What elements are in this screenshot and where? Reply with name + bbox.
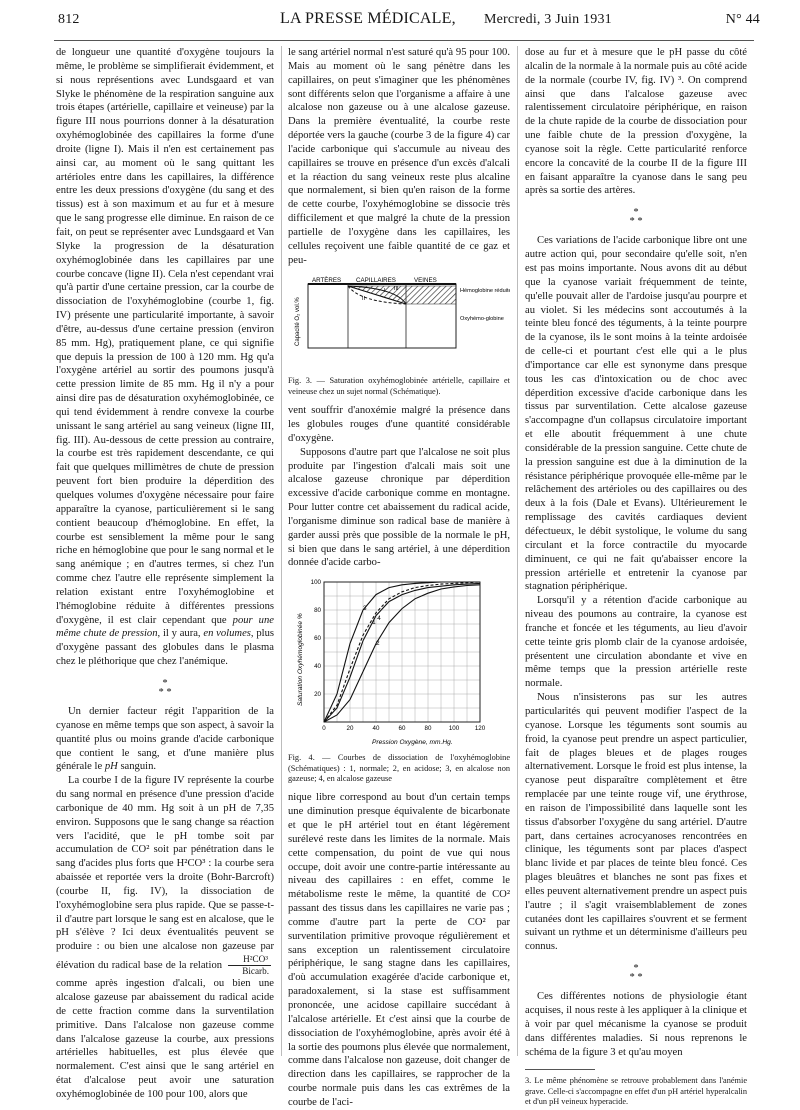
paragraph: Ces variations de l'acide carbonique libre ont une autre action qui, pour secondaire qu'elle soit, n'en est pas moins importante. Nous avons dit au début que la cyanose variait fréquemment de teinte, qu'elle pouvait aller de l'ardoise jusqu'au pourpre et au violet. Si les médecins sont accoutumés à la teinte bleu foncé des téguments, à la teinte pourpre de la cyanose, ils le sont moins à la teinte ardoisée de celle-ci et pourtant c'est elle qui a le plus d'importance car elle est synonyme dans presque tous les cas d'intoxication ou de choc avec déperdition excessive d'acide carbonique dans les tissus par surventilation. Cette alcalose gazeuse s'accompagne d'un collapsus circulatoire important et elle aboutit fréquemment à une chute considérable de la pression sanguine. Cette chute de la pression sanguine est due à la diminution de la résistance périphérique provoquée elle-même par le relâchement des artérioles ou des capillaires ou des deux à la fois (Dale et Evans). Ultérieurement le remplissage des cavités cardiaques devient défectueux, le débit systolique, le volume du sang circulant et la force contractile du myocarde diminuent, ce qui ne fait qu'abaisser encore la pression artérielle et entretenir la cyanose par stagnation périphérique. xyxy=(525,235,747,593)
fig3-line-label: III xyxy=(394,285,399,292)
paragraph: Supposons d'autre part que l'alcalose ne soit plus produite par l'ingestion d'alcali mais soit une alcalose gazeuse chronique par déperdition excessive d'acide carbonique comme en montagne. Pour lutter contre cet abaissement du radical acide, l'organisme diminue son radical base de manière à garder aussi près que possible de la normale le pH, si bien que dans le sang artériel, à une déperdition donnée d'acide carbo- xyxy=(288,446,510,569)
y-tick-label: 100 xyxy=(310,579,321,587)
column-divider xyxy=(517,46,518,1056)
column-divider xyxy=(281,46,282,1056)
x-tick-label: 0 xyxy=(322,725,326,733)
column-1 xyxy=(56,46,274,1102)
series-label: 1 xyxy=(372,619,376,627)
header-rule xyxy=(54,40,754,41)
y-tick-label: 20 xyxy=(314,691,321,699)
figure-3-caption: Fig. 3. — Saturation oxyhémoglobinée artérielle, capillaire et veineuse chez un sujet normal (Schématique). xyxy=(288,376,510,396)
page-number: 812 xyxy=(58,12,80,27)
chart-ylabel: Saturation Oxyhémoglobinée % xyxy=(297,613,304,707)
column-2 xyxy=(288,46,510,1110)
x-tick-label: 100 xyxy=(448,725,460,733)
paragraph: nique libre correspond au bout d'un certain temps une diminution presque équivalente de bicarbonate et que le pH artériel tout en étant légèrement surélevé reste dans les limites de la normale. Mais cette compensation, du point de vue qui nous occupe, doit avoir une contre-partie intéressante au niveau des capillaires : en effet, comme le métabolisme reste le même, la quantité de CO² passant des tissus dans les capillaires ne varie pas ; comme d'autre part la perte de CO² par surventilation primitive provoque régulièrement et sans exception un ralentissement circulatoire périphérique, le sang stagne dans les capillaires, d'où accumulation exagérée d'acide carbonique et, paradoxalement, si la stase est suffisamment prononcée, une acidose capillaire succédant à l'alcalose artérielle. Et c'est ainsi que la courbe de dissociation de l'oxyhémoglobine, après avoir été à la sortie des poumons plus élevée que normalement, comme dans l'alcalose non gazeuse, doit changer de direction dans les capillaires, se rapprocher de la courbe normale puis dans les cas extrêmes de la courbe de l'aci- xyxy=(288,792,510,1108)
fig3-label-veines: VEINES xyxy=(414,276,437,284)
chart-xlabel: Pression Oxygène, mm.Hg. xyxy=(372,739,453,747)
paragraph: Lorsqu'il y a rétention d'acide carbonique au niveau des poumons au contraire, la cyanose est franche et foncée et les téguments, au lieu d'avoir cette teinte gris plomb clair de la cyanose ardoisée, présentent une circulation abondante et vive en même temps que la pression artérielle reste normale. xyxy=(525,595,747,690)
x-tick-label: 80 xyxy=(424,725,432,733)
series-label: 4 xyxy=(377,615,381,623)
fig3-label-arteres: ARTÈRES xyxy=(312,276,342,284)
section-asterism: * * * xyxy=(158,677,172,698)
fraction: $\frac{\text{H²CO³}}{\text{Bicarb.}}$ xyxy=(228,954,271,977)
journal-title: LA PRESSE MÉDICALE, xyxy=(280,10,456,27)
y-tick-label: 40 xyxy=(314,663,321,671)
paragraph: dose au fur et à mesure que le pH passe du côté alcalin de la normale à la normale puis au côté acide de la normale (courbe IV, fig. IV) ³. On comprend ainsi que dans l'alcalose gazeuse avec ralentissement circulatoire périphérique, en raison de la chute rapide de la courbe de dissociation pour une faible chute de la pression d'oxygène, la cyanose soit la règle. Cette particularité renforce encore la concavité de la courbe II de la figure III en faisant apparaître la cyanose dans le sang peu après sa sortie des artères. xyxy=(525,47,747,197)
paragraph: La courbe I de la figure IV représente la courbe du sang normal en présence d'une pression d'acide carbonique de 40 mm. Hg soit à un pH de 7,35 environ. Supposons que le sang change sa réaction vers l'acidité, que le pH tombe soit par accumulation de CO² soit par pénétration dans le sang d'acides plus forts que H²CO³ : la courbe sera abaissée et reportée vers la droite (Bohr-Barcroft) (courbe II, fig. IV), la dissociation de l'oxyhémoglobine sera plus rapide. Que se passe-t-il d'autre part lorsque le sang est en alcalose, que le pH s'élève ? Ici deux éventualités peuvent se produire : ou bien une alcalose non gazeuse par élévation du radical base de la relation $\frac{\text{H²CO³}}{\text{Bicarb.}}$ comme après ingestion d'alcali, ou bien une alcalose gazeuse par abaissement du radical acide de cette fraction comme dans la surventilation primitive. Dans l'alcalose non gazeuse comme dans l'alcalose gazeuse la courbe, aux pressions artérielles habituelles, est plus élevée que normalement. C'est ainsi que le sang artériel en état d'alcalose peut avoir une saturation oxyhémoglobinée de 100 pour 100, alors que xyxy=(56,775,274,1100)
paragraph: Nous n'insisterons pas sur les autres particularités qui peuvent modifier l'aspect de la cyanose. Lorsque les téguments sont soumis au froid, la cyanose peut prendre un aspect particulier, fait de plages bleues et de plages rouges alternativement. Lorsque le froid est plus intense, la cyanose peut disparaître complètement et être remplacée par une teinte rouge vif, une érythrose, en raison de l'impossibilité dans laquelle sont les tissus d'absorber l'oxygène du sang artériel. D'autre part, dans certaines acrocyanoses rencontrées en clinique, les téguments sont par places d'aspect blanc livide et par places de teinte bleu foncé. Ces plages bleuâtres et blanches ne sont pas fixes et elles peuvent alternativement prendre un aspect puis l'autre ; il s'agit vraisemblablement de zones cutanées dont les capillaires s'ouvrent et se ferment suivant un rythme et un déterminisme d'ailleurs peu connus. xyxy=(525,692,747,953)
footnote: 3. Le même phénomène se retrouve probablement dans l'anémie grave. Celle-ci s'accompagne en effet d'un pH artériel hyperalcalin et d'un pH veineux hyperacide. xyxy=(525,1076,747,1107)
footnote-rule xyxy=(525,1069,595,1070)
fig3-label-capillaires: CAPILLAIRES xyxy=(356,276,396,284)
x-tick-label: 20 xyxy=(346,725,354,733)
y-tick-label: 80 xyxy=(314,607,321,615)
page-header xyxy=(48,8,760,34)
issue-date: Mercredi, 3 Juin 1931 xyxy=(484,12,612,27)
x-tick-label: 120 xyxy=(474,725,486,733)
series-label: 3 xyxy=(363,605,367,613)
paragraph: de longueur une quantité d'oxygène toujours la même, le problème se simplifierait évidemment, et si nous représentions avec Lundsgaard et van Slyke le phénomène de la respiration sanguine aux trois étapes (artérielle, capillaire et veineuse) par la figure III nous pourrions donner à la désaturation oxyhémoglobinée des capillaires la forme d'une droite (ligne I). Mais il n'en est certainement pas ainsi car, au moment où le sang quittant les artérioles entre dans les capillaires, la différence entre les deux pressions d'oxygène (du sang et des tissus) est à son maximum et au fur et à mesure que le sang progresse elle diminue. En raison de ce fait, on peut se représenter avec Lundsgaard et Van Slyke la progression de la désaturation oxyhémoglobinée dans les capillaires par une courbe concave (ligne II). Cela n'est cependant vrai qu'à partir d'une certaine pression, car la courbe de dissociation de l'oxyhémoglobine (courbe 1, fig. IV) présente une particularité importante, à savoir d'être, au-dessus d'une certaine pression (environ 85 mm. Hg), pratiquement plane, ce qui signifie que depuis la pression de 100 à 120 mm. Hg qu'a l'oxygène artériel au sortir des poumons jusqu'à cette pression limite de 85 mm. Hg il n'y a pour ainsi dire pas de désaturation oxyhémoglobinée, ce qui tend évidemment à rendre convexe la courbe unissant le sang artériel au sang veineux (ligne III, fig. III). Au-dessous de cette pression au contraire, la courbe est très rapidement descendante, ce qui fait que quelques millimètres de chute de pression peuvent fort bien produire la déperdition des quelques volumes d'oxygène nécessaire pour faire apparaître la cyanose, particulièrement si le sang contient beaucoup d'hémoglobine. En effet, la courbe est sensiblement la même pour le sang riche en hémoglobine que pour le sang normal et le sang anémique ; en d'autres termes, si chez l'un comme chez l'autre elle représente simplement la relation existant entre l'oxyhémoglobine et l'hémoglobine réduite à différentes pressions d'oxygène, il est clair cependant que pour une même chute de pression, il y aura, en volumes, plus d'oxygène passant des globules dans le plasma chez le pléthorique que chez l'anémique. xyxy=(56,47,274,668)
paragraph: Un dernier facteur régit l'apparition de la cyanose en même temps que son aspect, à savoir la quantité plus ou moins grande d'acide carbonique que contient le sang, et d'une manière plus générale le pH sanguin. xyxy=(56,705,274,773)
figure-3 xyxy=(288,274,510,375)
x-tick-label: 60 xyxy=(398,725,406,733)
fig3-line-label: I xyxy=(384,287,386,294)
paragraph: vent souffrir d'anoxémie malgré la présence dans les globules rouges d'une quantité considérable d'oxygène. xyxy=(288,405,510,444)
figure-4 xyxy=(288,576,510,751)
fig3-legend-reduced: Hémoglobine réduite xyxy=(460,287,510,294)
fig3-line-label: II xyxy=(362,295,366,302)
figure-4-chart xyxy=(288,576,510,746)
figure-4-caption: Fig. 4. — Courbes de dissociation de l'oxyhémoglobine (Schématiques) : 1, normale; 2, en acidose; 3, en alcalose non gazeuse; 4, en alcalose gazeuse xyxy=(288,753,510,783)
column-3 xyxy=(525,46,747,1108)
fig3-ylabel: Capacité O₂ vol.% xyxy=(295,296,301,346)
section-asterism: * * * xyxy=(629,963,643,984)
paragraph: Ces différentes notions de physiologie étant acquises, il nous reste à les appliquer à la clinique et à voir par quel mécanisme la cyanose se produit dans différentes maladies. Si nous reprenons le schéma de la figure 3 et qu'au moyen xyxy=(525,991,747,1058)
series-label: 2 xyxy=(376,640,380,648)
section-asterism: * * * xyxy=(629,207,643,228)
issue-number: N° 44 xyxy=(725,12,760,27)
y-tick-label: 60 xyxy=(314,635,321,643)
figure-3-diagram xyxy=(288,274,510,370)
paragraph: le sang artériel normal n'est saturé qu'à 95 pour 100. Mais au moment où le sang pénètre dans les capillaires, on peut s'imaginer que les phénomènes sont différents selon que l'organisme a affaire à une alcalose non gazeuse ou à une alcalose gazeuse. Dans la première éventualité, la courbe reste déportée vers la gauche (courbe 3 de la figure 4) car l'acide carbonique qui s'accumule au niveau des capillaires se trouve en présence d'un excès d'alcali et la réaction du sang veineux reste plus alcaline que normalement, si bien qu'en raison de la forme de cette courbe, l'oxyhémoglobine se dissocie très difficilement et que malgré la chute de la pression partielle de l'oxygène dans les capillaires, les cellules reçoivent une faible quantité de ce gaz et peu- xyxy=(288,47,510,266)
fig3-legend-oxy: Oxyhémo-globine xyxy=(460,315,504,322)
x-tick-label: 40 xyxy=(372,725,380,733)
